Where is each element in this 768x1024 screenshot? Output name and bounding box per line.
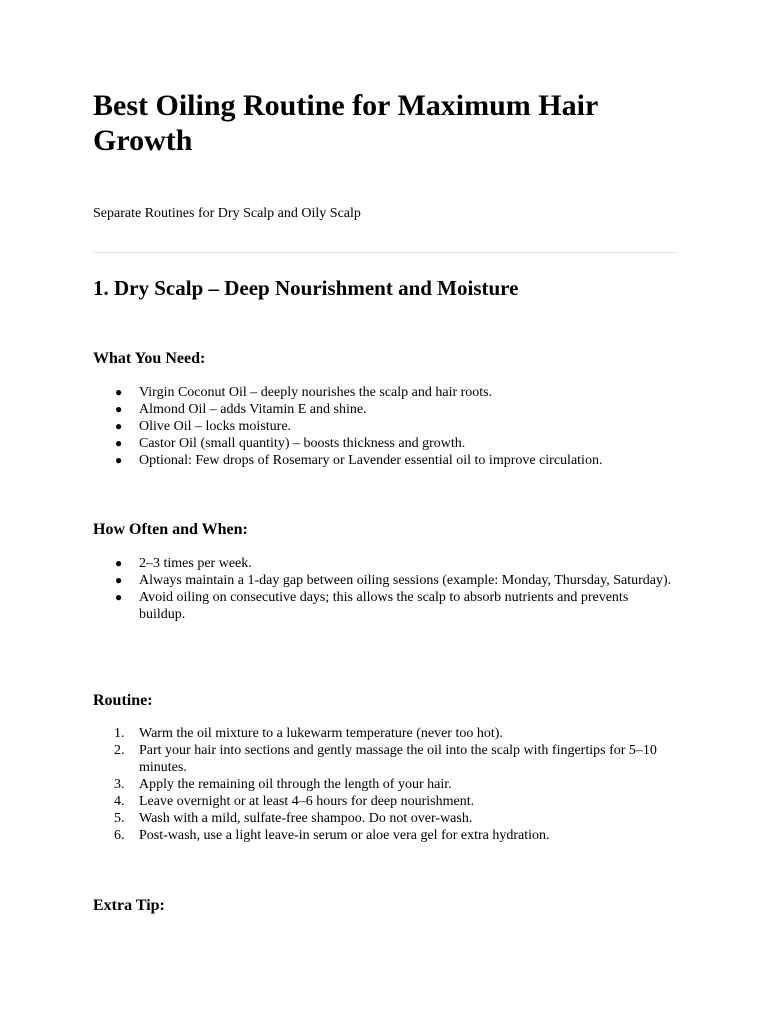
bullet-icon: ● [115,453,123,467]
bullet-icon: ● [115,590,123,604]
list-item [93,742,676,776]
list-item-text: Wash with a mild, sulfate-free shampoo. Do not over-wash. [139,811,473,826]
list-item [93,827,676,844]
section-heading-dry-scalp: 1. Dry Scalp – Deep Nourishment and Moisture [93,276,519,300]
what-you-need-list [93,384,676,469]
list-number: 3. [114,777,125,792]
how-often-list [93,555,676,623]
list-item [93,810,676,827]
list-number: 5. [114,811,125,826]
list-item [93,418,676,435]
list-item-text: Leave overnight or at least 4–6 hours for deep nourishment. [139,794,475,809]
list-item [93,452,676,469]
page-subtitle: Separate Routines for Dry Scalp and Oily Scalp [93,206,361,221]
list-item-text: 2–3 times per week. [139,556,252,571]
list-item-text: Olive Oil – locks moisture. [139,419,292,434]
list-number: 2. [114,743,125,758]
subheading-how-often: How Often and When: [93,521,248,538]
list-item [93,793,676,810]
bullet-icon: ● [115,419,123,433]
list-number: 1. [114,726,125,741]
list-item-text: Almond Oil – adds Vitamin E and shine. [139,402,367,417]
subheading-extra-tip: Extra Tip: [93,897,165,914]
list-item-text: Apply the remaining oil through the length of your hair. [139,777,452,792]
list-item [93,435,676,452]
list-item-text: Optional: Few drops of Rosemary or Lavender essential oil to improve circulation. [139,453,603,468]
bullet-icon: ● [115,385,123,399]
list-item [93,555,676,572]
list-item-text: Always maintain a 1-day gap between oiling sessions (example: Monday, Thursday, Saturday). [139,573,672,588]
bullet-icon: ● [115,402,123,416]
subheading-what-you-need: What You Need: [93,350,206,367]
list-item-text: Castor Oil (small quantity) – boosts thickness and growth. [139,436,466,451]
subheading-routine: Routine: [93,692,153,709]
horizontal-divider [93,252,676,253]
list-item-text: Avoid oiling on consecutive days; this allows the scalp to absorb nutrients and prevents buildup. [139,590,629,622]
list-number: 6. [114,828,125,843]
list-item-text: Part your hair into sections and gently massage the oil into the scalp with fingertips for 5–10 minutes. [139,743,657,775]
list-item-text: Post-wash, use a light leave-in serum or aloe vera gel for extra hydration. [139,828,550,843]
list-item-text: Virgin Coconut Oil – deeply nourishes the scalp and hair roots. [139,385,493,400]
list-number: 4. [114,794,125,809]
list-item [93,572,676,589]
routine-list [93,725,676,844]
list-item [93,589,676,623]
list-item [93,401,676,418]
list-item [93,725,676,742]
list-item-text: Warm the oil mixture to a lukewarm temperature (never too hot). [139,726,503,741]
list-item [93,384,676,401]
bullet-icon: ● [115,436,123,450]
bullet-icon: ● [115,556,123,570]
bullet-icon: ● [115,573,123,587]
page-title: Best Oiling Routine for Maximum Hair Growth [93,89,598,157]
list-item [93,776,676,793]
